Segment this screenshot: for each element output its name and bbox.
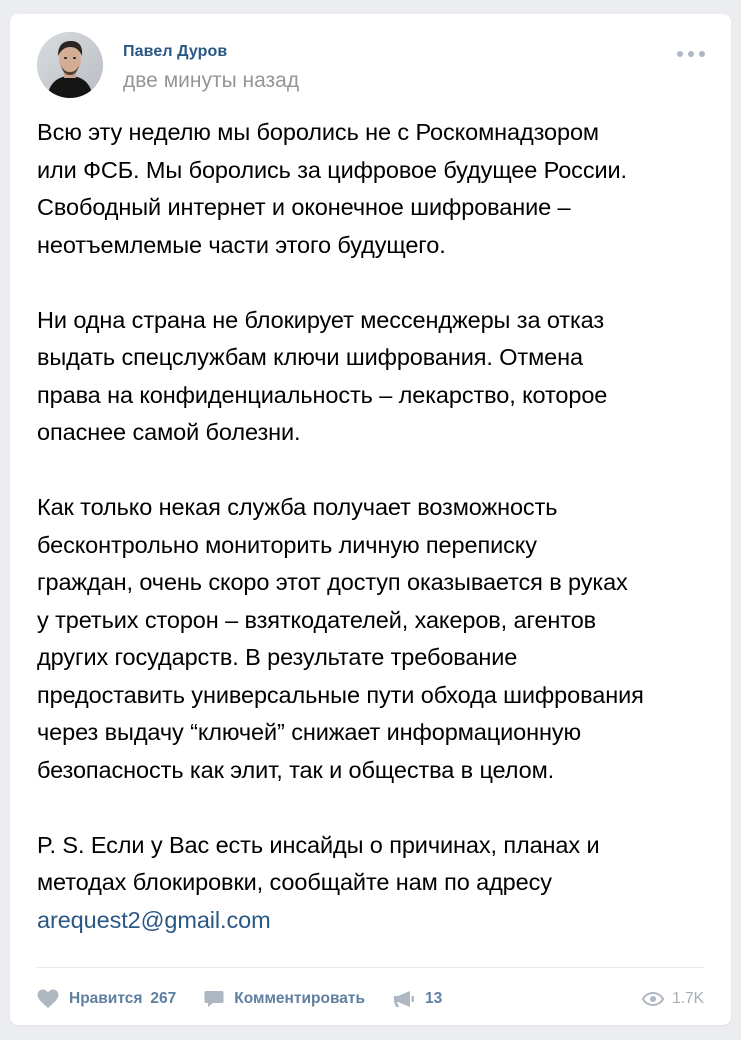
heart-icon bbox=[37, 989, 59, 1009]
share-count: 13 bbox=[425, 990, 443, 1007]
dot bbox=[699, 51, 705, 57]
like-button[interactable] bbox=[37, 989, 176, 1009]
paragraph-2 bbox=[37, 302, 717, 452]
footer-divider bbox=[37, 967, 704, 968]
text-line: или ФСБ. Мы боролись за цифровое будущее России. bbox=[37, 156, 627, 183]
views bbox=[642, 990, 704, 1008]
text-line: граждан, очень скоро этот доступ оказывается в руках bbox=[37, 569, 628, 595]
dot bbox=[677, 51, 683, 57]
megaphone-icon bbox=[393, 990, 415, 1008]
email-link[interactable]: arequest2@gmail.com bbox=[37, 906, 271, 933]
like-label: Нравится bbox=[69, 990, 143, 1007]
more-dots-icon[interactable] bbox=[677, 50, 705, 58]
avatar[interactable] bbox=[37, 32, 103, 98]
comment-icon bbox=[204, 990, 224, 1008]
post-text bbox=[37, 114, 717, 939]
paragraph-3 bbox=[37, 489, 717, 789]
text-line: предоставить универсальные пути обхода шифрования bbox=[37, 681, 644, 708]
share-button[interactable] bbox=[393, 990, 442, 1008]
text-line: через выдачу “ключей” снижает информационную bbox=[37, 719, 582, 745]
text-line: Свободный интернет и оконечное шифрование – bbox=[37, 194, 571, 220]
post-footer bbox=[37, 982, 704, 1016]
paragraph-1 bbox=[37, 114, 717, 264]
author-name[interactable]: Павел Дуров bbox=[123, 43, 228, 60]
eye-icon bbox=[642, 992, 664, 1006]
text-line: других государств. В результате требование bbox=[37, 644, 518, 670]
comment-label: Комментировать bbox=[234, 990, 366, 1007]
text-line: методах блокировки, сообщайте нам по адресу bbox=[37, 869, 552, 895]
text-line: неотъемлемые части этого будущего. bbox=[37, 231, 446, 258]
text-line: права на конфиденциальность – лекарство, которое bbox=[37, 381, 608, 408]
text-line: у третьих сторон – взяткодателей, хакеров, агентов bbox=[37, 606, 597, 633]
dot bbox=[688, 51, 694, 57]
avatar-photo bbox=[37, 32, 103, 98]
text-line: Как только некая служба получает возможность bbox=[37, 494, 558, 520]
comment-button[interactable] bbox=[204, 990, 365, 1008]
text-line: безопасность как элит, так и общества в целом. bbox=[37, 756, 555, 783]
post-time[interactable]: две минуты назад bbox=[123, 69, 300, 92]
post-card bbox=[10, 14, 731, 1025]
text-line: выдать спецслужбам ключи шифрования. Отмена bbox=[37, 344, 583, 370]
views-count: 1.7K bbox=[672, 990, 704, 1007]
paragraph-4 bbox=[37, 827, 717, 940]
text-line: Всю эту неделю мы боролись не с Роскомнадзором bbox=[37, 119, 599, 145]
like-count: 267 bbox=[150, 990, 177, 1007]
text-line: Ни одна страна не блокирует мессенджеры за отказ bbox=[37, 306, 605, 333]
text-line: бесконтрольно мониторить личную переписку bbox=[37, 531, 537, 558]
text-line: опаснее самой болезни. bbox=[37, 419, 301, 445]
post-header bbox=[37, 32, 711, 98]
text-line: P. S. Если у Вас есть инсайды о причинах, планах и bbox=[37, 831, 600, 858]
